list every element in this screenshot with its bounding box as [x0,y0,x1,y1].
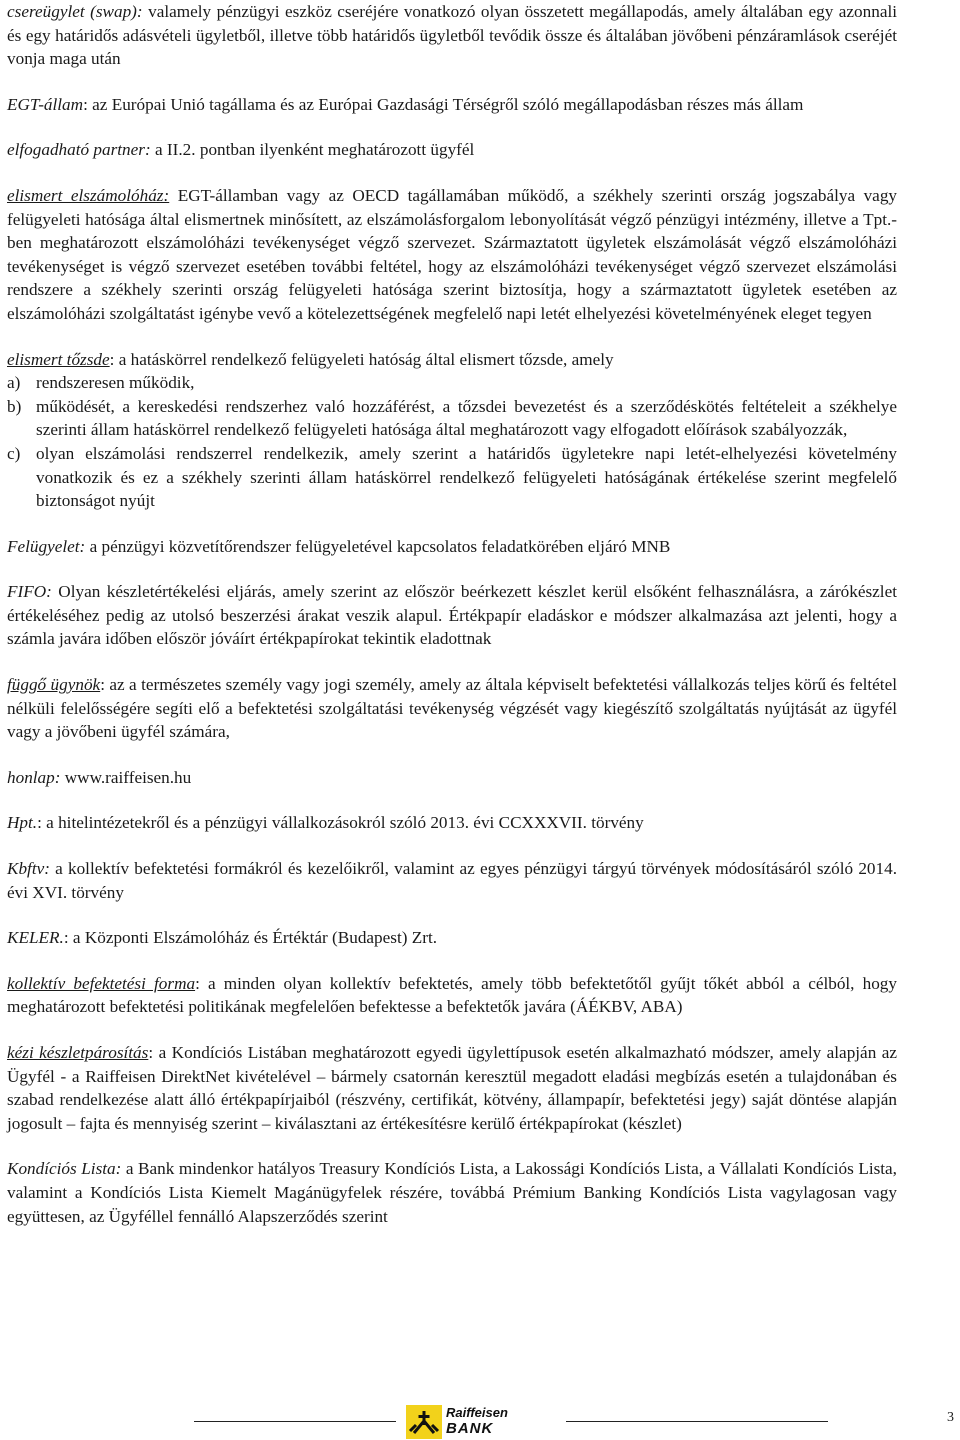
definition-body: EGT-államban vagy az OECD tagállamában működő, a székhely szerinti ország jogszabálya vagy felügyeleti hatósága által elismertnek minősített, az elszámolásforgalom lebonyolítását végző pénzügyi intézmény, illetve a Tpt.-ben meghatározott elszámolóházi tevékenységet végző szervezet. Származtatott ügyletek elszámolását végző elszámolóházi tevékenységet is végző szervezet esetében további feltétel, hogy az elszámolóházi tevékenységet végző szervezet elszámolási rendszere a székhely szerinti ország felügyeleti hatósága szerint biztosítja, hogy a származtatott ügyletek esetében az elszámolóházi szolgáltatást igénybe vevő a kötelezettségének megfelelő napi letét elhelyezési követelményének eleget tegyen [7,185,898,323]
definition-honlap [7,766,897,790]
definition-kondicios-lista [7,1157,897,1228]
list-text: rendszeresen működik, [36,373,195,393]
term: KELER. [7,928,64,948]
list-item [7,442,897,513]
definition-fifo [7,580,897,651]
definition-kezi-keszletparositas [7,1041,897,1135]
definition-elfogadhato-partner [7,138,897,162]
definition-body: : a hatáskörrel rendelkező felügyeleti hatóság által elismert tőzsde, amely [109,349,614,369]
term: elfogadható partner: [7,140,151,160]
definition-body: valamely pénzügyi eszköz cseréjére vonatkozó olyan összetett megállapodás, amely általában egy azonnali és egy határidős adásvételi ügyletből, illetve több határidős ügyletből tevődik össze és általában jövőbeni pénzáramlások cseréjét vonja maga után [7,2,898,69]
definition-kbftv [7,857,897,904]
term: Felügyelet: [7,536,86,556]
logo-line1: Raiffeisen [446,1405,508,1420]
definition-body: Olyan készletértékelési eljárás, amely szerint az először beérkezett készlet kerül elsőként felhasználásra, a zárókészlet értékeléséhez pedig az utolsó beszerzési árakat veszik alapul. Értékpapír eladáskor e módszer alkalmazása azt jelenti, hogy a számla javára időben először jóváírt értékpapírokat tekintik eladottnak [7,582,897,649]
list-item [7,371,897,395]
definition-body: : az Európai Unió tagállama és az Európai Gazdasági Térségről szóló megállapodásban részes más állam [83,94,804,114]
definition-body: : a Kondíciós Listában meghatározott egyedi ügylettípusok esetén alkalmazható módszer, amely alapján az Ügyfél - a Raiffeisen DirektNet kivételével – bármely csatornán keresztül megadott eladási megbízás esetén a tulajdonában és szabad rendelkezése alatt álló értékpapírjaiból (részvény, certifikát, kötvény, állampapír, befektetési jegy) saját döntése alapján jogosult – fajta és mennyiség szerint – kiválasztani az értékesítésre kerülő értékpapírokat (készlet) [7,1043,897,1133]
term: elismert tőzsde [7,349,110,369]
definition-elismert-elszamolohaz [7,184,897,326]
term: kézi készletpárosítás [7,1043,149,1062]
term: függő ügynök [7,675,101,695]
term: Kbftv: [7,859,50,879]
term: honlap: [7,767,61,787]
definition-body: a Bank mindenkor hatályos Treasury Kondíciós Lista, a Lakossági Kondíciós Lista, a Vállalati Kondíciós Lista, valamint a Kondíciós Lista Kiemelt Magánügyfelek részére, továbbá Prémium Banking Kondíciós Lista vagylagosan vagy együttesen, az Ügyféllel fennálló Alapszerződés szerint [7,1159,897,1226]
definition-elismert-tozsde [7,348,897,372]
footer-rule-right [566,1421,828,1422]
logo-line2: BANK [446,1420,494,1437]
term: csereügylet (swap): [7,2,143,21]
term: Hpt. [7,813,38,833]
list-label: b) [7,396,22,416]
list-label: c) [7,443,21,463]
definition-kollektiv-befektetesi-forma [7,972,897,1019]
definition-body: : a hitelintézetekről és a pénzügyi vállalkozásokról szóló 2013. évi CCXXXVII. törvény [37,813,644,833]
definition-body: : a minden olyan kollektív befektetés, amely több befektetőtől gyűjt tőkét abból a célból, hogy meghatározott befektetési politikának megfelelően befektesse a befektetők javára (ÁÉKBV, ABA) [7,973,897,1017]
definition-fuggo-ugynok [7,673,897,744]
list-text: működését, a kereskedési rendszerhez való hozzáférést, a tőzsdei bevezetést és a szerződéskötés feltételeit a székhelye szerinti állam hatáskörrel rendelkező felügyeleti hatósága által meghatározott vagy elfogadott előírások szabályozzák, [36,396,897,440]
definition-csereugylet [7,0,897,71]
page-number: 3 [947,1410,954,1425]
bank-logo [406,1405,534,1439]
definition-body: a kollektív befektetési formákról és kezelőikről, valamint az egyes pénzügyi tárgyú törvények módosításáról szóló 2014. évi XVI. törvény [7,859,897,902]
definition-hpt [7,811,897,835]
term: kollektív befektetési forma [7,973,196,993]
definition-body: a pénzügyi közvetítőrendszer felügyeletével kapcsolatos feladatkörében eljáró MNB [85,536,671,556]
raiffeisen-gable-cross-icon [406,1405,442,1439]
definition-body: : az a természetes személy vagy jogi személy, amely az általa képviselt befektetési vállalkozás teljes körű és feltétel nélküli felelősségére segíti elő a befektetési szolgáltatási tevékenység végzését vagy kiegészítő szolgáltatás nyújtását az ügyfél vagy a jövőbeni ügyfél számára, [7,675,897,742]
term: EGT-állam [7,94,84,114]
footer-rule-left [194,1421,396,1422]
document-page [7,0,897,1228]
definition-body: : a Központi Elszámolóház és Értéktár (Budapest) Zrt. [63,928,438,948]
list-text: olyan elszámolási rendszerrel rendelkezik, amely szerint a határidős ügyletekre napi letét-elhelyezési követelmény vonatkozik és ez a székhely szerinti állam hatáskörrel rendelkező felügyeleti hatóságának értékelése szerint megfelelő biztonságot nyújt [36,443,897,511]
logo-wordmark [446,1405,536,1437]
term: elismert elszámolóház: [7,185,170,205]
definition-egt-allam [7,93,897,117]
term: FIFO: [7,582,52,602]
definition-body: a II.2. pontban ilyenként meghatározott ügyfél [150,140,475,160]
definition-body: www.raiffeisen.hu [60,767,192,787]
list-label: a) [7,373,21,393]
list-item [7,395,897,442]
term: Kondíciós Lista: [7,1159,122,1179]
definition-keler [7,926,897,950]
definition-felugyelet [7,535,897,559]
page-footer [0,1400,960,1440]
